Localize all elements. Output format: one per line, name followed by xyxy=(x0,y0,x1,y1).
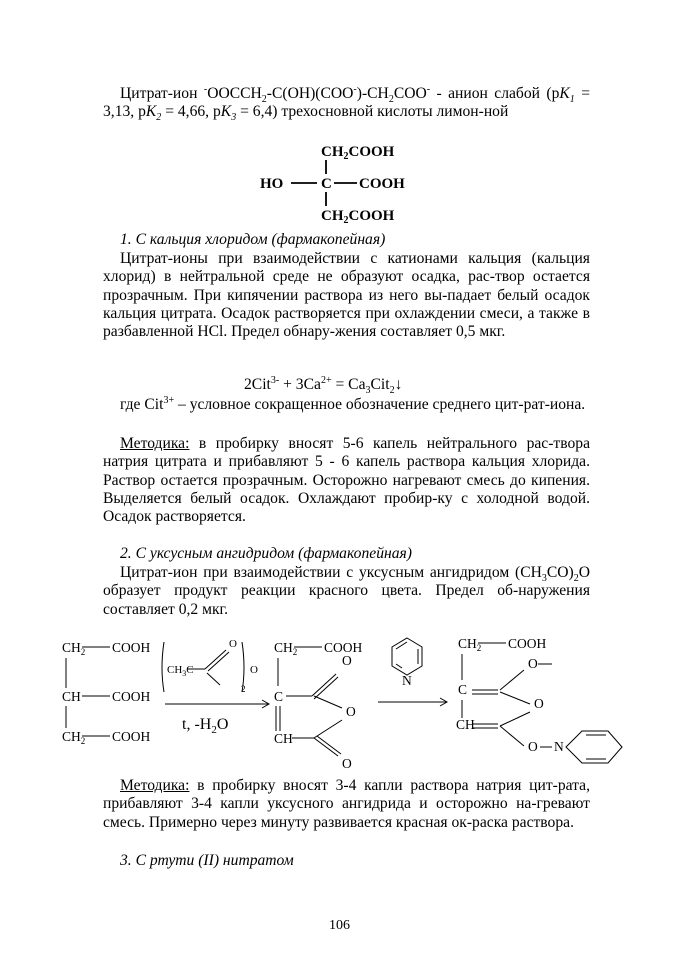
svg-text:O: O xyxy=(528,656,538,671)
svg-text:COOH: COOH xyxy=(508,636,547,651)
svg-text:O: O xyxy=(229,638,237,650)
equation-calcium-citrate: $2Cit^{3-} + 3Ca^{2+}$ = $Ca_3Cit_2↓$ xyxy=(244,374,403,397)
section-heading-mercury-nitrate: 3. С ртути (II) нитратом xyxy=(120,852,294,869)
svg-text:COOH: COOH xyxy=(324,640,363,655)
paragraph-method-anhydride: Методика: в пробирку вносят 3-4 капли раствора натрия цит-рата, прибавляют 3-4 капли уксусного ангидрида и осторожно на-гревают смесь. Примерно через минуту развивается красная ок-раска раствора. xyxy=(103,777,590,831)
svg-text:CH: CH xyxy=(62,689,81,704)
paragraph-method-calcium: Методика: в пробирку вносят 5-6 капель нейтрального рас-твора натрия цитрата и прибавляют 5 - 6 капель раствора кальция хлорида. Раствор остается прозрачным. Осторожно нагревают смесь до кипения. Выделяется белый осадок. Охлаждают пробир-ку с холодной водой. Осадок растворяется. xyxy=(103,435,590,526)
citric-acid-structure xyxy=(255,138,425,230)
svg-text:O: O xyxy=(342,653,352,668)
svg-text:N: N xyxy=(402,673,412,688)
paragraph-calcium-reaction: Цитрат-ионы при взаимодействии с катионами кальция (кальция хлорид) в нейтральной среде не образуют осадка, рас-твор остается прозрачным. При кипячении раствора из него вы-падает белый осадок кальция цитрата. Осадок растворяется при охлаждении смеси, а также в разбавленной HCl. Предел обнару-жения составляет 0,5 мкг. xyxy=(103,250,590,341)
svg-text:CH: CH xyxy=(456,717,475,732)
svg-text:CH2COOH: $CH_2COOH$ xyxy=(321,208,395,226)
svg-text:HO: HO xyxy=(260,176,284,192)
svg-text:O: O xyxy=(250,664,258,676)
svg-text:O: O xyxy=(342,756,352,771)
paragraph-acetic-anhydride: Цитрат-ион при взаимодействии с уксусным ангидридом $(CH_3CO)_2O$ образует продукт реакции красного цвета. Предел об-наружения составляет 0,2 мкг. xyxy=(103,564,590,618)
svg-text:O: O xyxy=(534,696,544,711)
svg-text:C: C xyxy=(321,176,332,192)
svg-text:N: N xyxy=(554,739,564,754)
section-heading-acetic-anhydride: 2. С уксусным ангидридом (фармакопейная) xyxy=(120,545,412,562)
svg-text:C: C xyxy=(274,689,284,704)
svg-text:CH2: $CH_2$ xyxy=(274,640,298,657)
svg-text:COOH: COOH xyxy=(112,729,151,744)
svg-text:CH2: $CH_2$ xyxy=(62,640,86,657)
svg-text:CH3C: $CH_3^C$ xyxy=(167,664,194,678)
svg-text:O: O xyxy=(528,739,538,754)
svg-text:CH: CH xyxy=(274,731,293,746)
svg-text:O: O xyxy=(346,704,356,719)
svg-text:C: C xyxy=(458,682,468,697)
paragraph-citrate-ion: Цитрат-ион $^-OOCCH_2-C(OH)(COO^-)-CH_2COO^-$ - анион слабой ($pK_1 = 3,13$, $pK_2 = 4,66$, $pK_3 = 6,4$) трехосновной кислоты лимон-ной xyxy=(103,83,591,124)
page-number: 106 xyxy=(329,918,350,933)
svg-text:COOH: COOH xyxy=(112,640,151,655)
paragraph-cit-notation: где Cit$^{3+}$ – условное сокращенное обозначение среднего цит-рат-иона. xyxy=(120,394,586,413)
svg-text:COOH: COOH xyxy=(112,689,151,704)
section-heading-calcium-chloride: 1. С кальция хлоридом (фармакопейная) xyxy=(120,231,386,248)
svg-text:COOH: COOH xyxy=(359,176,405,192)
svg-text:t, -H2O: t, $-H_2O$ xyxy=(182,716,229,736)
reaction-scheme-acetic-anhydride xyxy=(60,628,630,773)
svg-text:2: 2 xyxy=(241,684,246,694)
svg-text:CH2: $CH_2$ xyxy=(458,636,482,653)
svg-text:CH2: $CH_2$ xyxy=(62,729,86,746)
svg-text:CH2COOH: $CH_2COOH$ xyxy=(321,144,395,162)
